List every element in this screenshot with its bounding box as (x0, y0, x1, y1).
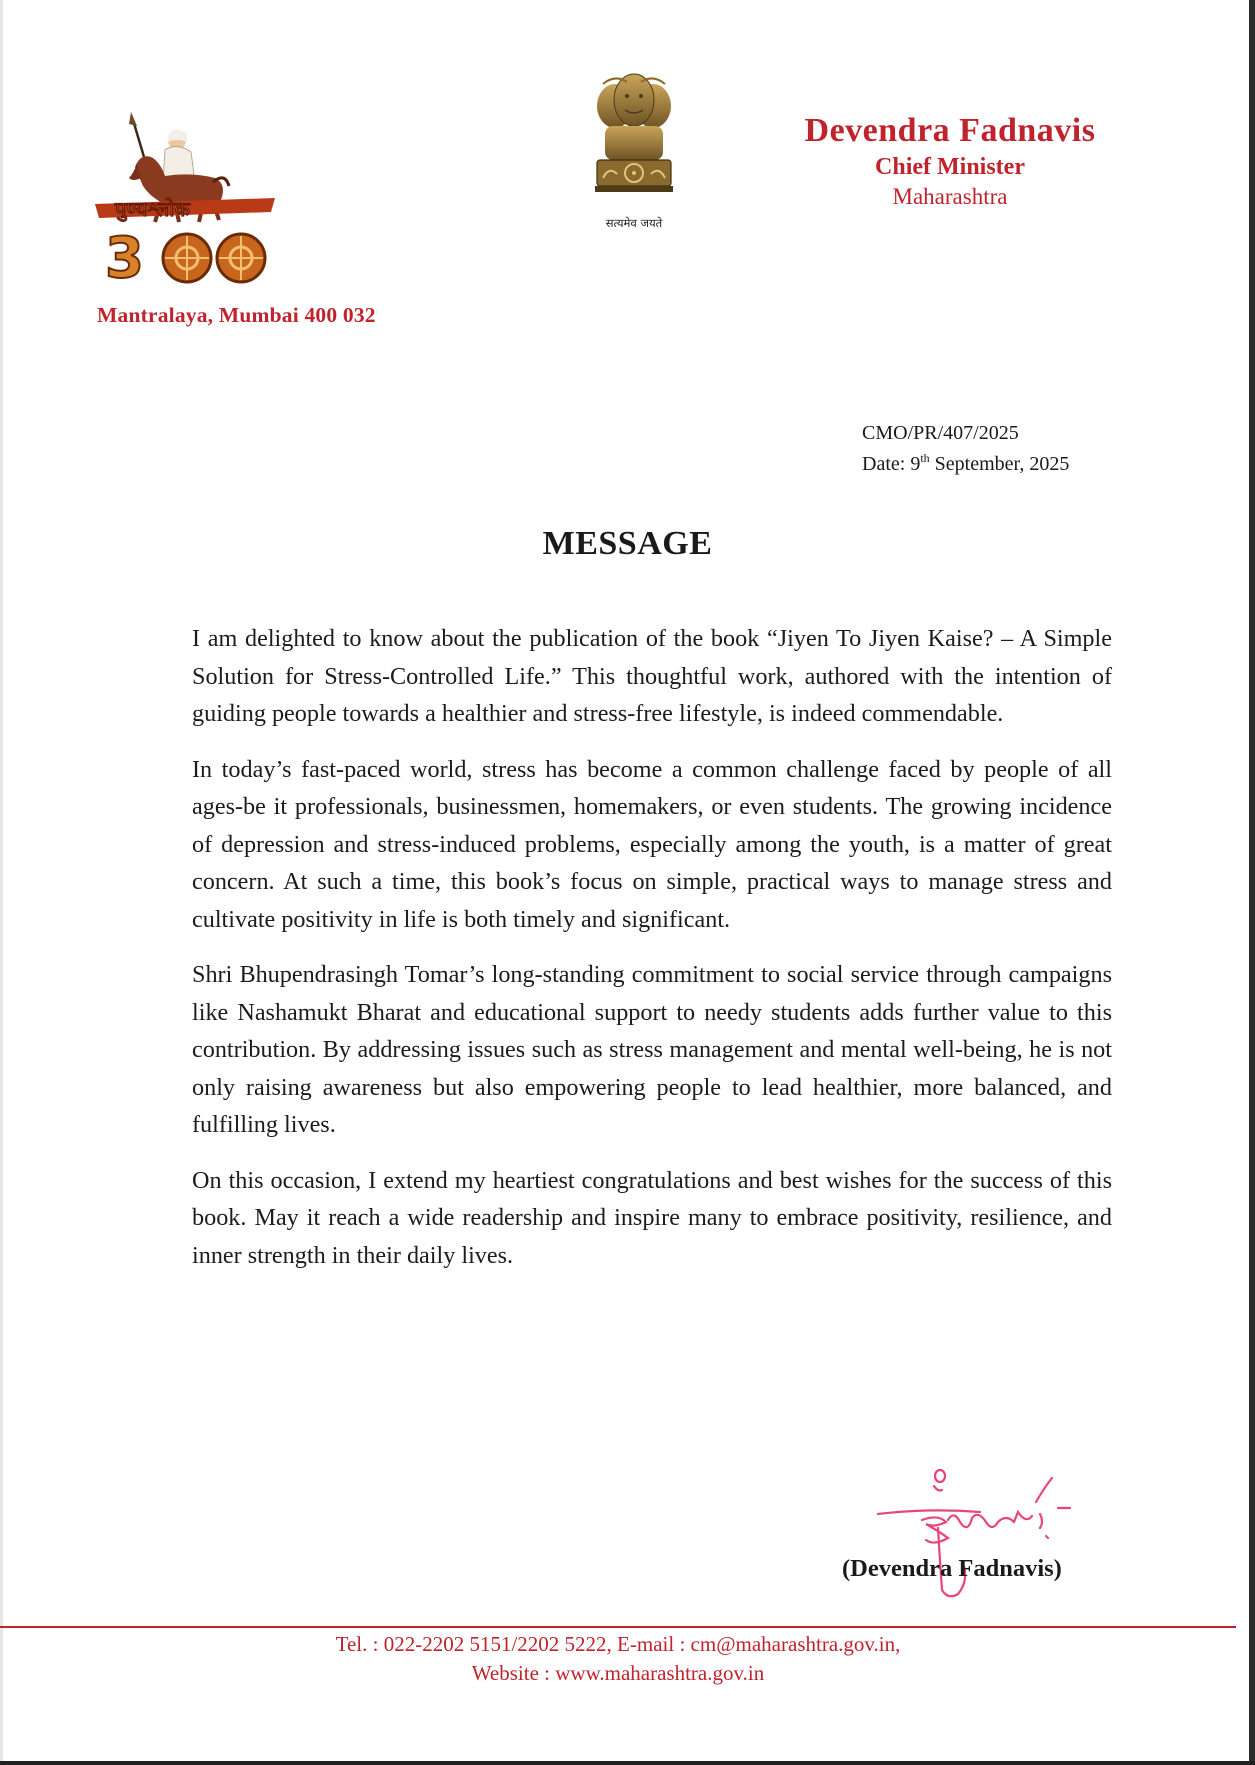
scan-edge-bottom (0, 1761, 1255, 1765)
message-paragraph: On this occasion, I extend my heartiest congratulations and best wishes for the success of this book. May it reach a wide readership and inspire many to embrace positivity, resilience, and inner strength in their daily lives. (192, 1166, 1112, 1269)
footer-contact-line: Tel. : 022-2202 5151/2202 5222, E-mail : cm@maharashtra.gov.in, (335, 1632, 901, 1656)
svg-text:3: 3 (105, 226, 144, 287)
message-paragraph: I am delighted to know about the publication of the book “Jiyen To Jiyen Kaise? – A Simple Solution for Stress-Controlled Life.” This thoughtful work, authored with the intention of guiding people towards a healthier and stress-free lifestyle, is indeed commendable. (192, 625, 1112, 727)
signatory-name: (Devendra Fadnavis) (842, 1555, 1062, 1582)
state-name: Maharashtra (892, 184, 1008, 209)
office-address: Mantralaya, Mumbai 400 032 (97, 303, 376, 327)
reference-block (862, 418, 1069, 480)
national-emblem-icon (575, 70, 693, 220)
letterhead-title-block (770, 110, 1130, 212)
message-paragraph: Shri Bhupendrasingh Tomar’s long-standing commitment to social service through campaigns like Nashamukt Bharat and educational support to needy students adds further value to this contribution. By addressing issues such as stress management and mental well-being, he is not only raising awareness but also empowering people to lead healthier, more balanced, and fulfilling lives. (192, 961, 1112, 1138)
scan-edge-left (0, 0, 3, 1765)
scan-edge-right (1249, 0, 1255, 1765)
message-heading: MESSAGE (542, 525, 713, 562)
date-suffix: th (920, 451, 930, 465)
svg-text:पुण्यश्लोक: पुण्यश्लोक (115, 197, 190, 221)
date-rest: September, 2025 (934, 453, 1070, 475)
designation: Chief Minister (875, 154, 1025, 180)
letter-date (862, 449, 1069, 480)
date-label: Date: (862, 453, 906, 475)
punyashlok-300-logo (95, 112, 285, 287)
chief-minister-name: Devendra Fadnavis (804, 112, 1096, 149)
footer-contact (0, 1630, 1236, 1688)
message-body (192, 620, 1112, 1292)
date-day: 9 (910, 453, 921, 475)
message-paragraph: In today’s fast-paced world, stress has become a common challenge faced by people of all ages-be it professionals, businessmen, homemakers, or even students. The growing incidence of depression and stress-induced problems, especially among the youth, is a matter of great concern. At such a time, this book’s focus on simple, practical ways to manage stress and cultivate positivity in life is both timely and significant. (192, 755, 1112, 933)
footer-divider (0, 1626, 1236, 1628)
emblem-motto: सत्यमेव जयते (605, 216, 663, 230)
footer-website-line: Website : www.maharashtra.gov.in (471, 1661, 765, 1685)
reference-number: CMO/PR/407/2025 (862, 422, 1019, 444)
